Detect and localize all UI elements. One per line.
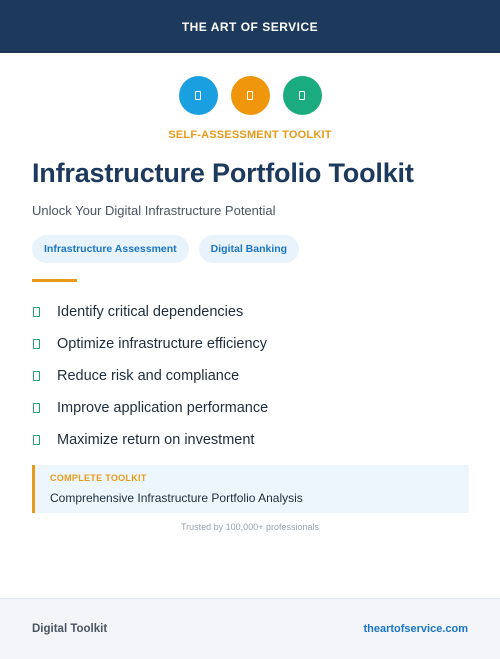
list-item (32, 328, 268, 360)
list-item (32, 424, 268, 456)
brand-name: THE ART OF SERVICE (181, 19, 319, 34)
document-icon (299, 91, 305, 100)
page-subtitle: Unlock Your Digital Infrastructure Potential (32, 203, 276, 218)
benefit-text: Improve application performance (57, 400, 269, 416)
callout-text: Comprehensive Infrastructure Portfolio Analysis (50, 491, 303, 505)
toolkit-callout (32, 465, 469, 513)
footer (0, 598, 500, 659)
icon-badge-2 (231, 76, 270, 115)
callout-label: COMPLETE TOOLKIT (50, 473, 147, 483)
list-item (32, 296, 268, 328)
accent-divider (32, 279, 77, 282)
website-link[interactable]: theartofservice.com (363, 623, 468, 635)
top-banner (0, 0, 500, 53)
kicker-label: SELF-ASSESSMENT TOOLKIT (168, 129, 332, 141)
check-icon (33, 435, 40, 445)
benefit-text: Reduce risk and compliance (57, 368, 240, 384)
benefit-text: Identify critical dependencies (57, 304, 244, 320)
list-item (32, 360, 268, 392)
check-icon (33, 307, 40, 317)
document-icon (195, 91, 201, 100)
benefit-text: Optimize infrastructure efficiency (57, 336, 268, 352)
check-icon (33, 403, 40, 413)
icon-badge-3 (283, 76, 322, 115)
footer-label: Digital Toolkit (32, 623, 108, 635)
tag-digital-banking[interactable]: Digital Banking (199, 235, 299, 263)
check-icon (33, 339, 40, 349)
trust-note: Trusted by 100,000+ professionals (180, 522, 319, 532)
icon-row (0, 76, 500, 115)
benefit-list (32, 296, 268, 456)
check-icon (33, 371, 40, 381)
icon-badge-1 (179, 76, 218, 115)
tag-infrastructure-assessment[interactable]: Infrastructure Assessment (32, 235, 189, 263)
tag-list (32, 235, 299, 263)
benefit-text: Maximize return on investment (57, 432, 255, 448)
page-title: Infrastructure Portfolio Toolkit (32, 158, 414, 188)
list-item (32, 392, 268, 424)
document-icon (247, 91, 253, 100)
